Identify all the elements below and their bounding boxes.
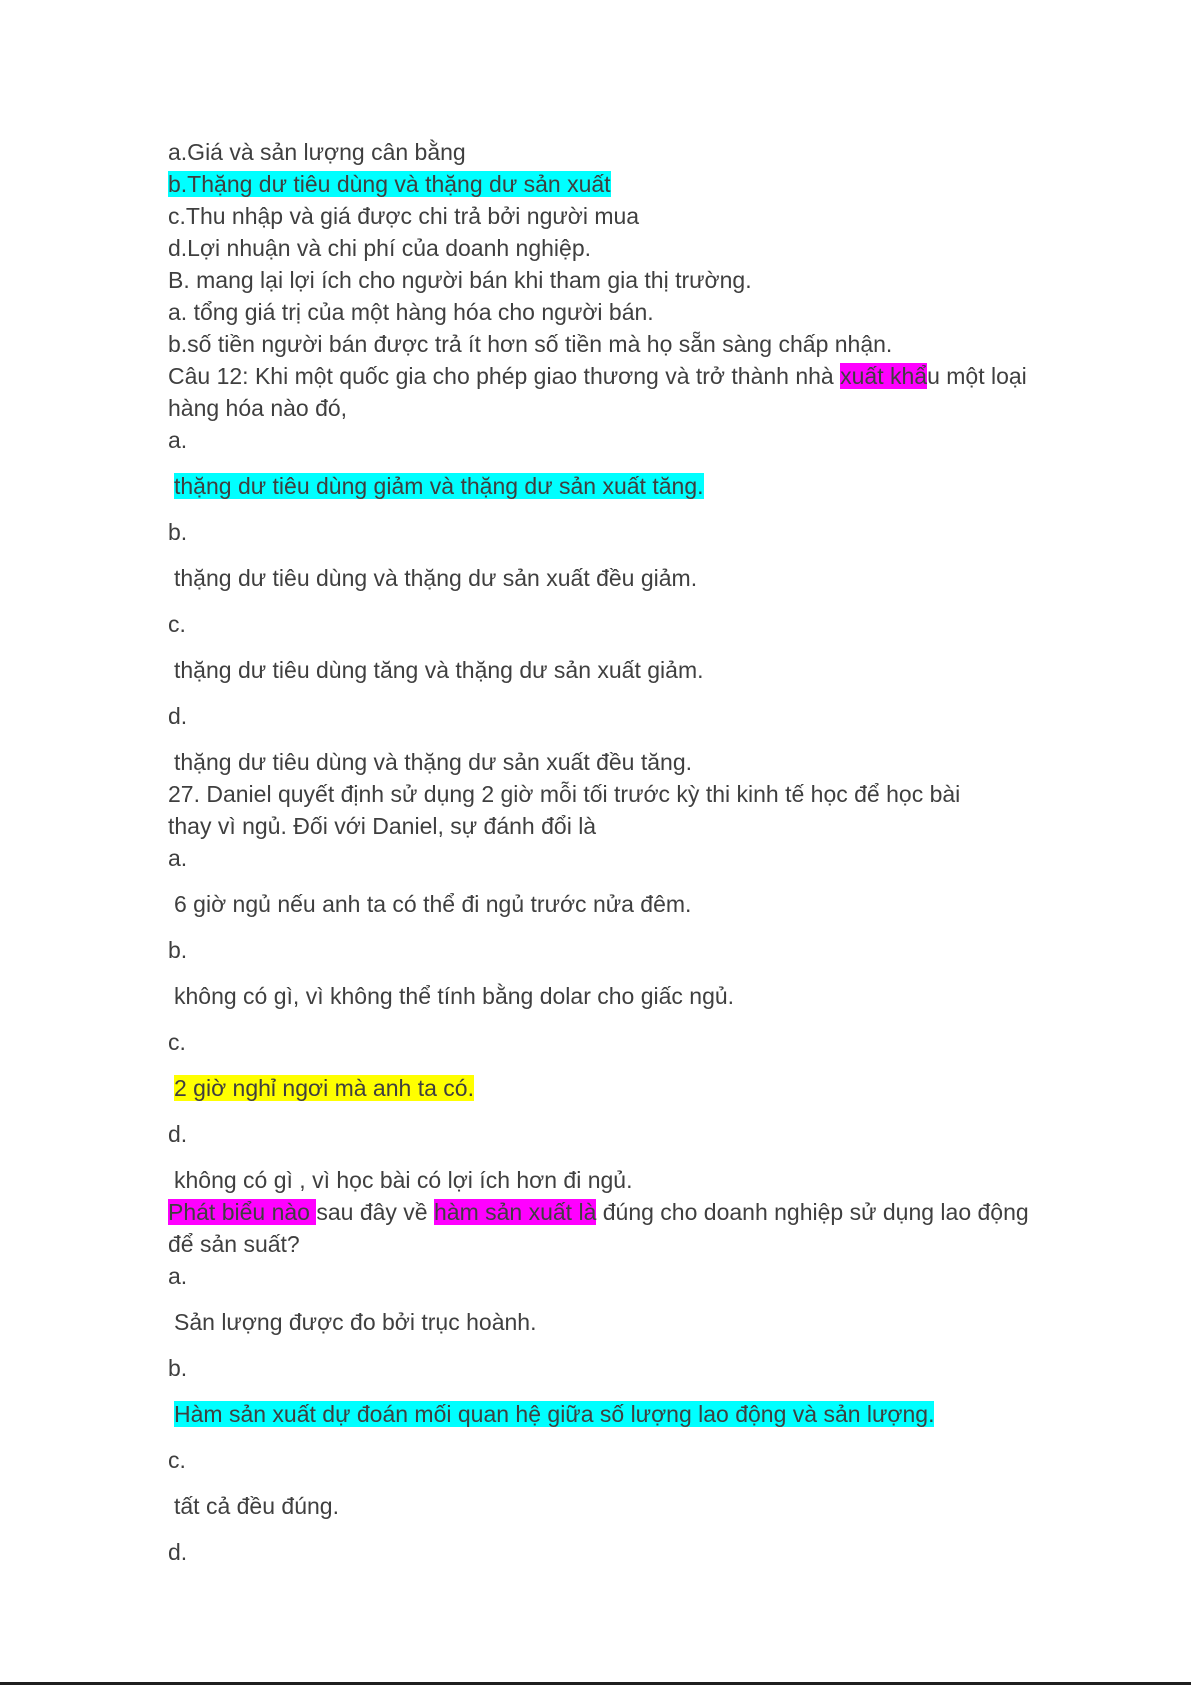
option-text: không có gì , vì học bài có lợi ích hơn đi ngủ. xyxy=(174,1167,633,1193)
option-text: Sản lượng được đo bởi trục hoành. xyxy=(174,1309,537,1335)
option-label: d. xyxy=(168,1121,188,1147)
option-label: c. xyxy=(168,1447,186,1473)
highlighted-answer: b.Thặng dư tiêu dùng và thặng dư sản xuất xyxy=(168,171,611,197)
document-body xyxy=(168,136,1048,1568)
text-line: B. mang lại lợi ích cho người bán khi tham gia thị trường. xyxy=(168,267,752,293)
text-line: a. tổng giá trị của một hàng hóa cho người bán. xyxy=(168,299,654,325)
option-label: d. xyxy=(168,1539,188,1565)
option-text xyxy=(168,1072,1048,1104)
highlighted-phrase: xuất khẩ xyxy=(840,363,928,389)
question-production-function: Phát biểu nào sau đây về hàm sản xuất là đúng cho doanh nghiệp sử dụng lao động để sản suất? xyxy=(168,1199,1029,1257)
option-label: b. xyxy=(168,519,188,545)
highlighted-answer: Hàm sản xuất dự đoán mối quan hệ giữa số lượng lao động và sản lượng. xyxy=(174,1401,935,1427)
option-label: b. xyxy=(168,1355,188,1381)
highlighted-phrase: Phát biểu nào xyxy=(168,1199,317,1225)
question-27: 27. Daniel quyết định sử dụng 2 giờ mỗi tối trước kỳ thi kinh tế học để học bài xyxy=(168,781,961,807)
text-line: a.Giá và sản lượng cân bằng xyxy=(168,139,466,165)
highlighted-answer: thặng dư tiêu dùng giảm và thặng dư sản xuất tăng. xyxy=(174,473,704,499)
option-label: b. xyxy=(168,937,188,963)
question-27-cont: thay vì ngủ. Đối với Daniel, sự đánh đổi là xyxy=(168,813,597,839)
option-label: a. xyxy=(168,1263,188,1289)
option-text: thặng dư tiêu dùng tăng và thặng dư sản xuất giảm. xyxy=(174,657,704,683)
option-text: tất cả đều đúng. xyxy=(174,1493,339,1519)
highlighted-phrase: hàm sản xuất là xyxy=(433,1199,597,1225)
option-text: 6 giờ ngủ nếu anh ta có thể đi ngủ trước nửa đêm. xyxy=(174,891,692,917)
option-text xyxy=(168,1398,1048,1430)
option-text xyxy=(168,470,1048,502)
highlighted-answer: 2 giờ nghỉ ngơi mà anh ta có. xyxy=(174,1075,474,1101)
text-line: b.số tiền người bán được trả ít hơn số tiền mà họ sẵn sàng chấp nhận. xyxy=(168,331,893,357)
text-line xyxy=(168,168,1048,200)
text-line: c.Thu nhập và giá được chi trả bởi người mua xyxy=(168,203,640,229)
option-label: a. xyxy=(168,427,188,453)
option-text: không có gì, vì không thể tính bằng dolar cho giấc ngủ. xyxy=(174,983,735,1009)
option-text: thặng dư tiêu dùng và thặng dư sản xuất đều giảm. xyxy=(174,565,698,591)
option-label: d. xyxy=(168,703,188,729)
option-label: c. xyxy=(168,1029,186,1055)
option-text: thặng dư tiêu dùng và thặng dư sản xuất đều tăng. xyxy=(174,749,693,775)
option-label: c. xyxy=(168,611,186,637)
text-line: d.Lợi nhuận và chi phí của doanh nghiệp. xyxy=(168,235,592,261)
option-label: a. xyxy=(168,845,188,871)
question-12: Câu 12: Khi một quốc gia cho phép giao thương và trở thành nhà xuất khẩu một loại hàng hóa nào đó, xyxy=(168,363,1027,421)
